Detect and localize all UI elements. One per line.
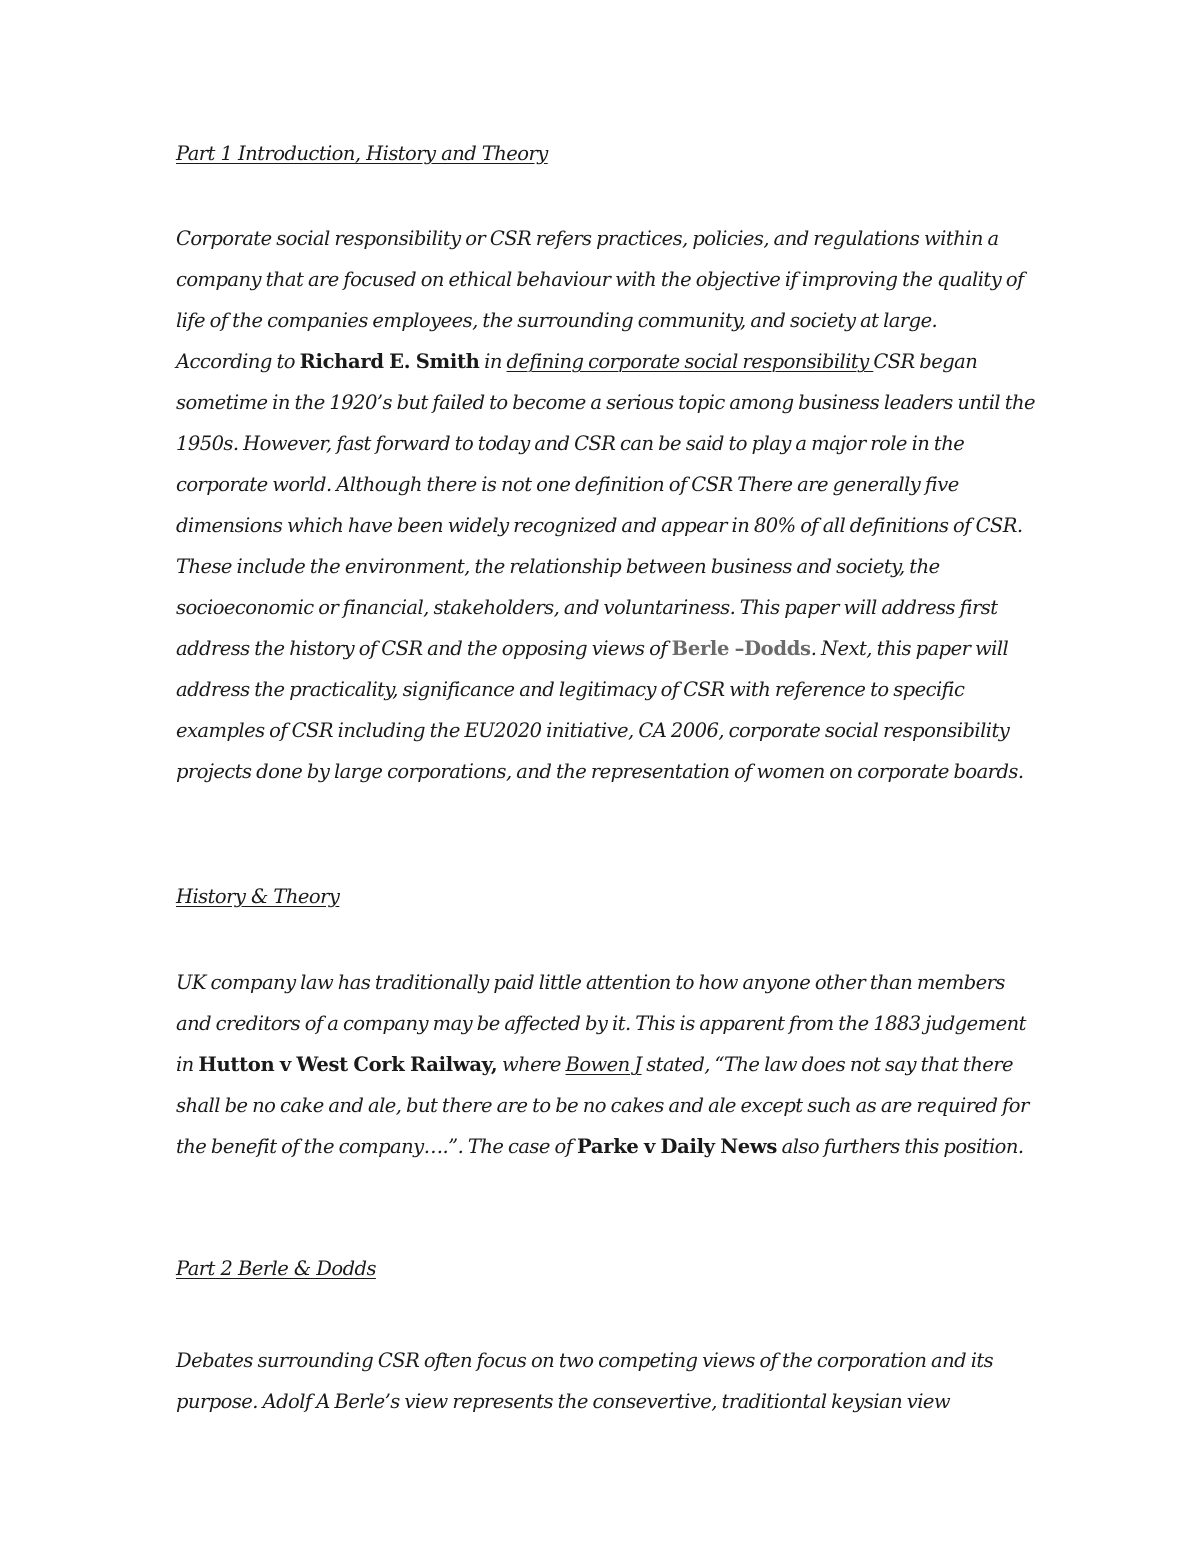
- work-title: defining corporate social responsibility: [506, 350, 874, 373]
- intro-text-3: CSR began sometime in the 1920’s but failed to become a serious topic among business leaders until the 1950s. However, fast forward to today and CSR can be said to play a major role in the corporate world. Although there is not one definition of CSR There are generally five dimensions which have been widely recognized and appear in 80% of all definitions of CSR. These include the environment, the relationship between business and society, the socioeconomic or financial, stakeholders, and voluntariness. This paper will address first address the history of CSR and the opposing views of: [176, 350, 1035, 660]
- intro-text-1: Corporate social responsibility or CSR refers practices, policies, and regulations within a company that are focused on ethical behaviour with the objective if improving the quality of life of the companies employees, the surrounding community, and society at large. According to: [176, 227, 1024, 373]
- history-text-2: where: [497, 1053, 566, 1076]
- intro-text-4: . Next, this paper will address the practicality, significance and legitimacy of CSR with reference to specific examples of CSR including the EU2020 initiative, CA 2006, corporate social responsibility projects done by large corporations, and the representation of women on corporate boards.: [176, 637, 1024, 783]
- author-name: Richard E. Smith: [299, 350, 480, 373]
- intro-text-2: in: [479, 350, 507, 373]
- part2-heading: Part 2 Berle & Dodds: [176, 1257, 376, 1280]
- part1-heading: Part 1 Introduction, History and Theory: [176, 142, 548, 165]
- case-hutton: Hutton v West Cork Railway,: [198, 1053, 498, 1076]
- history-text-1: UK company law has traditionally paid little attention to how anyone other than members and creditors of a company may be affected by it. This is apparent from the 1883 judgement in: [176, 971, 1026, 1076]
- intro-paragraph: [176, 218, 1036, 792]
- history-paragraph: [176, 962, 1036, 1167]
- judge-name: Bowen J: [565, 1053, 642, 1076]
- history-text-4: also furthers this position.: [777, 1135, 1024, 1158]
- history-heading: History & Theory: [176, 885, 340, 908]
- case-parke: Parke v Daily News: [577, 1135, 777, 1158]
- berle-dodds-names: Berle –Dodds: [671, 637, 811, 660]
- history-text-3: stated, “The law does not say that there shall be no cake and ale, but there are to be no cakes and ale except such as are required for the benefit of the company….”. The case of: [176, 1053, 1029, 1158]
- part2-paragraph: Debates surrounding CSR often focus on two competing views of the corporation and its purpose. Adolf A Berle’s view represents the consevertive, traditiontal keysian view: [176, 1349, 994, 1413]
